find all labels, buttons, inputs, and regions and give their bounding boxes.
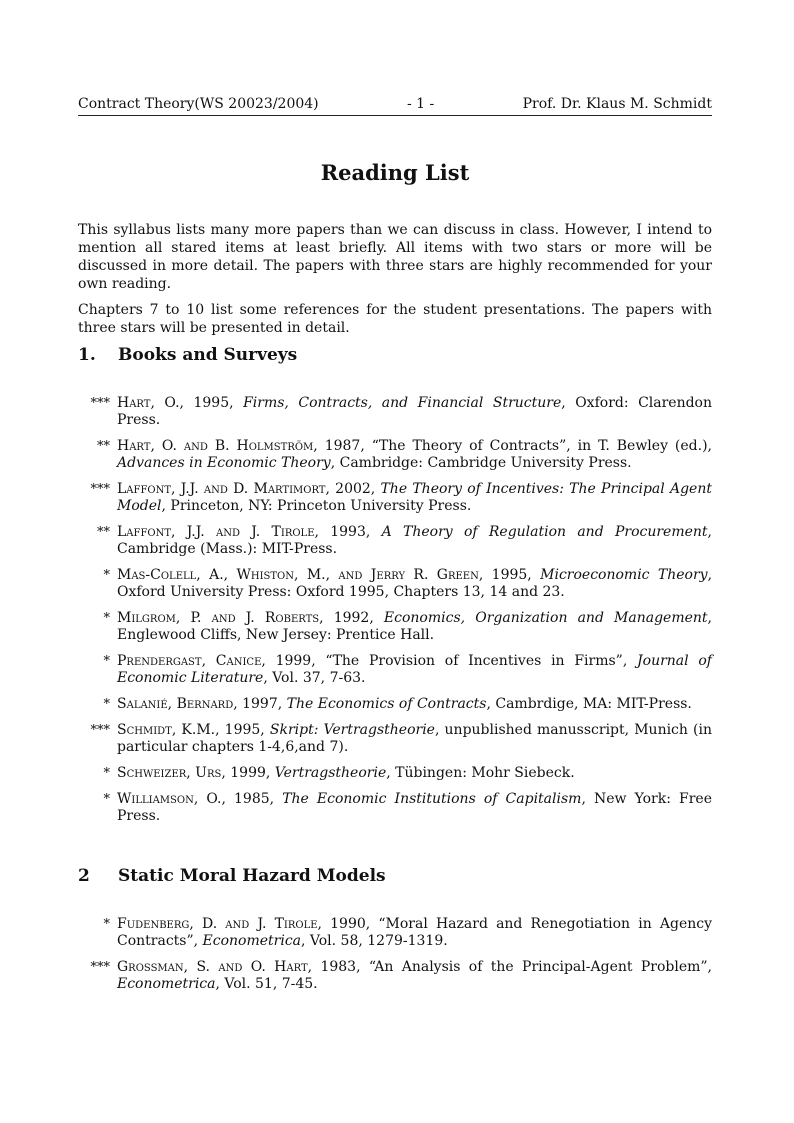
reference-stars: *** [90, 396, 110, 411]
reference-title: Vertragstheorie [274, 765, 387, 781]
reference-publisher: , Englewood Cliffs, New Jersey: Prentice Hall. [117, 610, 712, 643]
reference-stars: * [103, 917, 110, 932]
reference-publisher: , Vol. 51, 7-45. [215, 976, 318, 992]
reference-publisher: , unpublished manusscript, Munich (in particular chapters 1-4,6,and 7). [117, 722, 712, 755]
reference-title: Microeconomic Theory [540, 567, 708, 583]
reference-title: The Economic Institutions of Capitalism [282, 791, 582, 807]
header-author: Prof. Dr. Klaus M. Schmidt [522, 96, 712, 112]
reference-publisher: , Vol. 37, 7-63. [263, 670, 366, 686]
reference-stars: * [103, 697, 110, 712]
reference-entry [78, 959, 712, 993]
section-number: 1. [78, 345, 96, 365]
reference-title: The Economics of Contracts [286, 696, 487, 712]
reference-publisher: , Oxford University Press: Oxford 1995, Chapters 13, 14 and 23. [117, 567, 713, 600]
reference-publisher: , Vol. 58, 1279-1319. [301, 933, 448, 949]
reference-authors: Milgrom, P. and J. Roberts [117, 610, 320, 626]
header-course: Contract Theory(WS 20023/2004) [78, 96, 319, 112]
reference-title: Firms, Contracts, and Financial Structure [243, 395, 562, 411]
reference-stars: *** [90, 723, 110, 738]
section-title: Static Moral Hazard Models [118, 866, 386, 886]
reference-authors: Fudenberg, D. and J. Tirole [117, 916, 318, 932]
reference-publisher: , Princeton, NY: Princeton University Press. [161, 498, 472, 514]
reference-authors: Hart, O. [117, 395, 180, 411]
reference-title: Econometrica [202, 933, 302, 949]
reference-details: , 1995, [478, 567, 541, 583]
reference-publisher: , Oxford: Clarendon Press. [117, 395, 713, 428]
reference-publisher: , New York: Free Press. [117, 791, 712, 824]
reference-stars: ** [97, 525, 110, 540]
reference-entry [78, 916, 712, 950]
reference-details: , 1992, [319, 610, 384, 626]
reference-details: , 1999, “The Provision of Incentives in Firms”, [261, 653, 638, 669]
reference-authors: Schweizer, Urs [117, 765, 222, 781]
reference-title: Skript: Vertragstheorie [269, 722, 435, 738]
reference-title: Advances in Economic Theory [117, 455, 331, 471]
reference-authors: Grossman, S. and O. Hart [117, 959, 308, 975]
reference-details: , 1990, “Moral Hazard and Renegotiation in Agency Contracts”, [117, 916, 712, 949]
reference-entry [78, 765, 712, 782]
reference-entry [78, 438, 712, 472]
reference-details: , 1995, [179, 395, 244, 411]
section-title: Books and Surveys [118, 345, 298, 365]
reference-details: , 1999, [221, 765, 275, 781]
section-heading [78, 866, 712, 886]
reference-title: A Theory of Regulation and Procurement [381, 524, 708, 540]
reference-entry [78, 610, 712, 644]
reference-title: Econometrica [117, 976, 216, 992]
reference-title: Economics, Organization and Management [383, 610, 708, 626]
reference-stars: ** [97, 439, 110, 454]
reference-authors: Laffont, J.J. and J. Tirole [117, 524, 315, 540]
reference-stars: * [103, 792, 110, 807]
reference-entry [78, 567, 712, 601]
reference-list [78, 395, 712, 834]
intro-paragraph: Chapters 7 to 10 list some references for the student presentations. The papers with three stars will be presented in detail. [78, 302, 712, 336]
reference-publisher: , Tübingen: Mohr Siebeck. [386, 765, 575, 781]
intro [78, 221, 712, 345]
header-page-number: - 1 - [407, 96, 435, 112]
intro-paragraph: This syllabus lists many more papers than we can discuss in class. However, I intend to mention all stared items at least briefly. All items with two stars or more will be discussed in more detail. The papers with three stars are highly recommended for your own reading. [78, 222, 712, 292]
reference-entry [78, 696, 712, 713]
page-title: Reading List [320, 160, 470, 185]
reference-stars: * [103, 654, 110, 669]
reference-publisher: , Cambrdige, MA: MIT-Press. [486, 696, 692, 712]
section-number: 2 [78, 866, 90, 886]
reference-entry [78, 395, 712, 429]
reference-details: , 1997, [233, 696, 287, 712]
reference-authors: Williamson, O. [117, 791, 222, 807]
reference-stars: * [103, 766, 110, 781]
reference-publisher: , Cambridge: Cambridge University Press. [330, 455, 632, 471]
reference-entry [78, 524, 712, 558]
reference-details: , 2002, [325, 481, 381, 497]
reference-stars: *** [90, 960, 110, 975]
reference-authors: Prendergast, Canice [117, 653, 262, 669]
reference-details: , 1993, [314, 524, 382, 540]
reference-stars: * [103, 568, 110, 583]
reference-entry [78, 791, 712, 825]
reference-details: , 1985, [221, 791, 283, 807]
reference-entry [78, 653, 712, 687]
reference-details: , 1987, “The Theory of Contracts”, in T. Bewley (ed.), [313, 438, 712, 454]
reference-authors: Mas-Colell, A., Whiston, M., and Jerry R. Green [117, 567, 479, 583]
reference-title: The Theory of Incentives: The Principal Agent Model [117, 481, 712, 514]
reference-authors: Laffont, J.J. and D. Martimort [117, 481, 326, 497]
reference-title: Journal of Economic Literature [117, 653, 712, 686]
reference-authors: Schmidt, K.M. [117, 722, 216, 738]
reference-stars: * [103, 611, 110, 626]
page-header [78, 96, 712, 116]
reference-stars: *** [90, 482, 110, 497]
reference-publisher: , Cambridge (Mass.): MIT-Press. [117, 524, 712, 557]
reference-entry [78, 481, 712, 515]
reference-authors: Salanié, Bernard [117, 696, 234, 712]
reference-details: , 1983, “An Analysis of the Principal-Agent Problem”, [307, 959, 712, 975]
reference-list [78, 916, 712, 1002]
reference-entry [78, 722, 712, 756]
reference-details: , 1995, [215, 722, 270, 738]
section-heading [78, 345, 712, 365]
reference-authors: Hart, O. and B. Holmström [117, 438, 314, 454]
